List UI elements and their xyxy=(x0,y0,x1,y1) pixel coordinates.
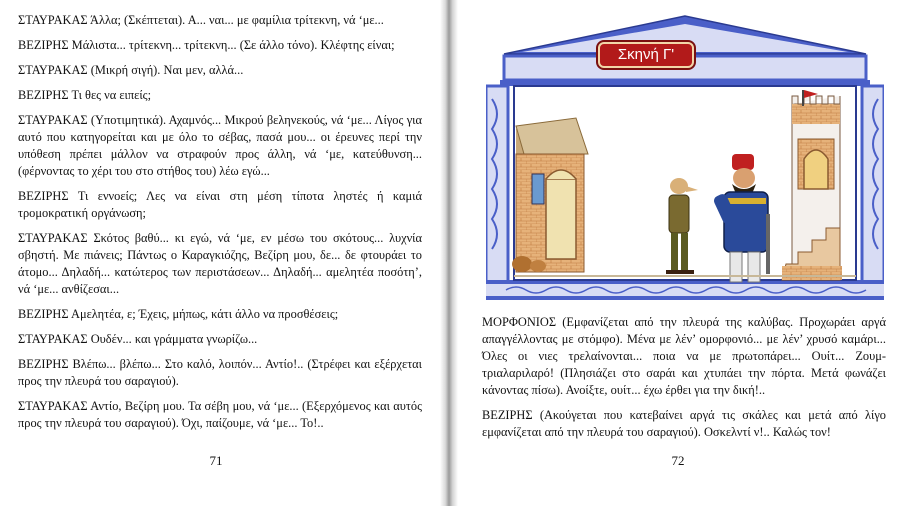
right-page-text xyxy=(482,314,886,449)
left-page xyxy=(0,0,440,506)
left-page-text xyxy=(18,12,422,440)
dialogue-paragraph: ΒΕΖΙΡΗΣ Βλέπω... βλέπω... Στο καλό, λοιπόν... Αντίο!.. (Στρέφει και εξέρχεται προς την πλευρά του σαραγιού). xyxy=(18,357,422,388)
dialogue-paragraph: ΒΕΖΙΡΗΣ Μάλιστα... τρίτεκνη... τρίτεκνη... (Σε άλλο τόνο). Κλέφτης είναι; xyxy=(18,38,395,52)
dialogue-paragraph: ΒΕΖΙΡΗΣ (Ακούγεται που κατεβαίνει αργά τις σκάλες και μετά από λίγο εμφανίζεται από την πλευρά του σαραγιού). Οσκελντί ν!.. Καλώς τον! xyxy=(482,408,886,439)
dialogue-paragraph: ΒΕΖΙΡΗΣ Αμελητέα, ε; Έχεις, μήπως, κάτι άλλο να προσθέσεις; xyxy=(18,307,339,321)
dialogue-paragraph: ΣΤΑΥΡΑΚΑΣ (Μικρή σιγή). Ναι μεν, αλλά... xyxy=(18,63,244,77)
scene-title: Σκηνή Γ' xyxy=(598,42,694,68)
dialogue-paragraph: ΣΤΑΥΡΑΚΑΣ (Υποτιμητικά). Αχαμνός... Μικρού βεληνεκούς, νά ‘με... Λίγος για αυτό που κατηγορείται και με όλο το σέβας, πασά μου... οι έρευνες περί την υπόθεση πρέπει μάλλον να στραφούν προς άλλη, νά ‘με, κατεύθυνση... (φέρνοντας το χέρι του στο στήθος του) λέω εγώ... xyxy=(18,113,422,178)
page-number-left: 71 xyxy=(209,453,223,468)
dialogue-paragraph: ΣΤΑΥΡΑΚΑΣ Αντίο, Βεζίρη μου. Τα σέβη μου, νά ‘με... (Εξερχόμενος και αυτός προς την πλευρά του σαραγιού). Όχι, παίζουμε, νά ‘με... Το!.. xyxy=(18,399,422,430)
dialogue-paragraph: ΣΤΑΥΡΑΚΑΣ Ουδέν... και γράμματα γνωρίζω... xyxy=(18,332,258,346)
dialogue-paragraph: ΣΤΑΥΡΑΚΑΣ Σκότος βαθύ... κι εγώ, νά ‘με, εν μέσω του σκότους... λυχνία σβηστή. Με πιάνεις; Πάντως ο Καραγκιόζης, Βεζίρη μου, δε... δε φτουράει το άτομο... Δηλαδή... κατώτερος των περιστάσεων... Δηλαδή... αμελητέα ποσότη’, νά ‘με... ανθίζεσαι... xyxy=(18,231,422,296)
hut xyxy=(512,118,588,272)
dialogue-paragraph: ΒΕΖΙΡΗΣ Τι εννοείς; Λες να είναι στη μέση τίποτα ληστές ή καμιά τρομοκρατική οργάνωση; xyxy=(18,189,422,220)
dialogue-paragraph: ΒΕΖΙΡΗΣ Τι θες να ειπείς; xyxy=(18,88,152,102)
dialogue-paragraph: ΜΟΡΦΟΝΙΟΣ (Εμφανίζεται από την πλευρά της καλύβας. Προχωράει αργά απαγγέλλοντας με στόμφο). Μένα με λέν’ ομορφονιό... με λέν’ χρυσό καμάρι... Όλες οι νιες τρελαίνονται... ποια να με πρωτοπάρει... Ουίτ... Ζουμ-τριαλαριλαρό! (Πλησιάζει στο σαράι και χτυπάει την πόρτα. Μετά φωνάζει κάνοντας πίσω). Ανοίξτε, ουίτ... έχω έρθει για την δική!.. xyxy=(482,315,886,397)
right-page xyxy=(458,0,901,506)
book-gutter xyxy=(440,0,458,506)
page-number-right: 72 xyxy=(671,453,685,468)
dialogue-paragraph: ΣΤΑΥΡΑΚΑΣ Άλλα; (Σκέπτεται). Α... ναι... με φαμίλια τρίτεκνη, νά ‘με... xyxy=(18,13,384,27)
